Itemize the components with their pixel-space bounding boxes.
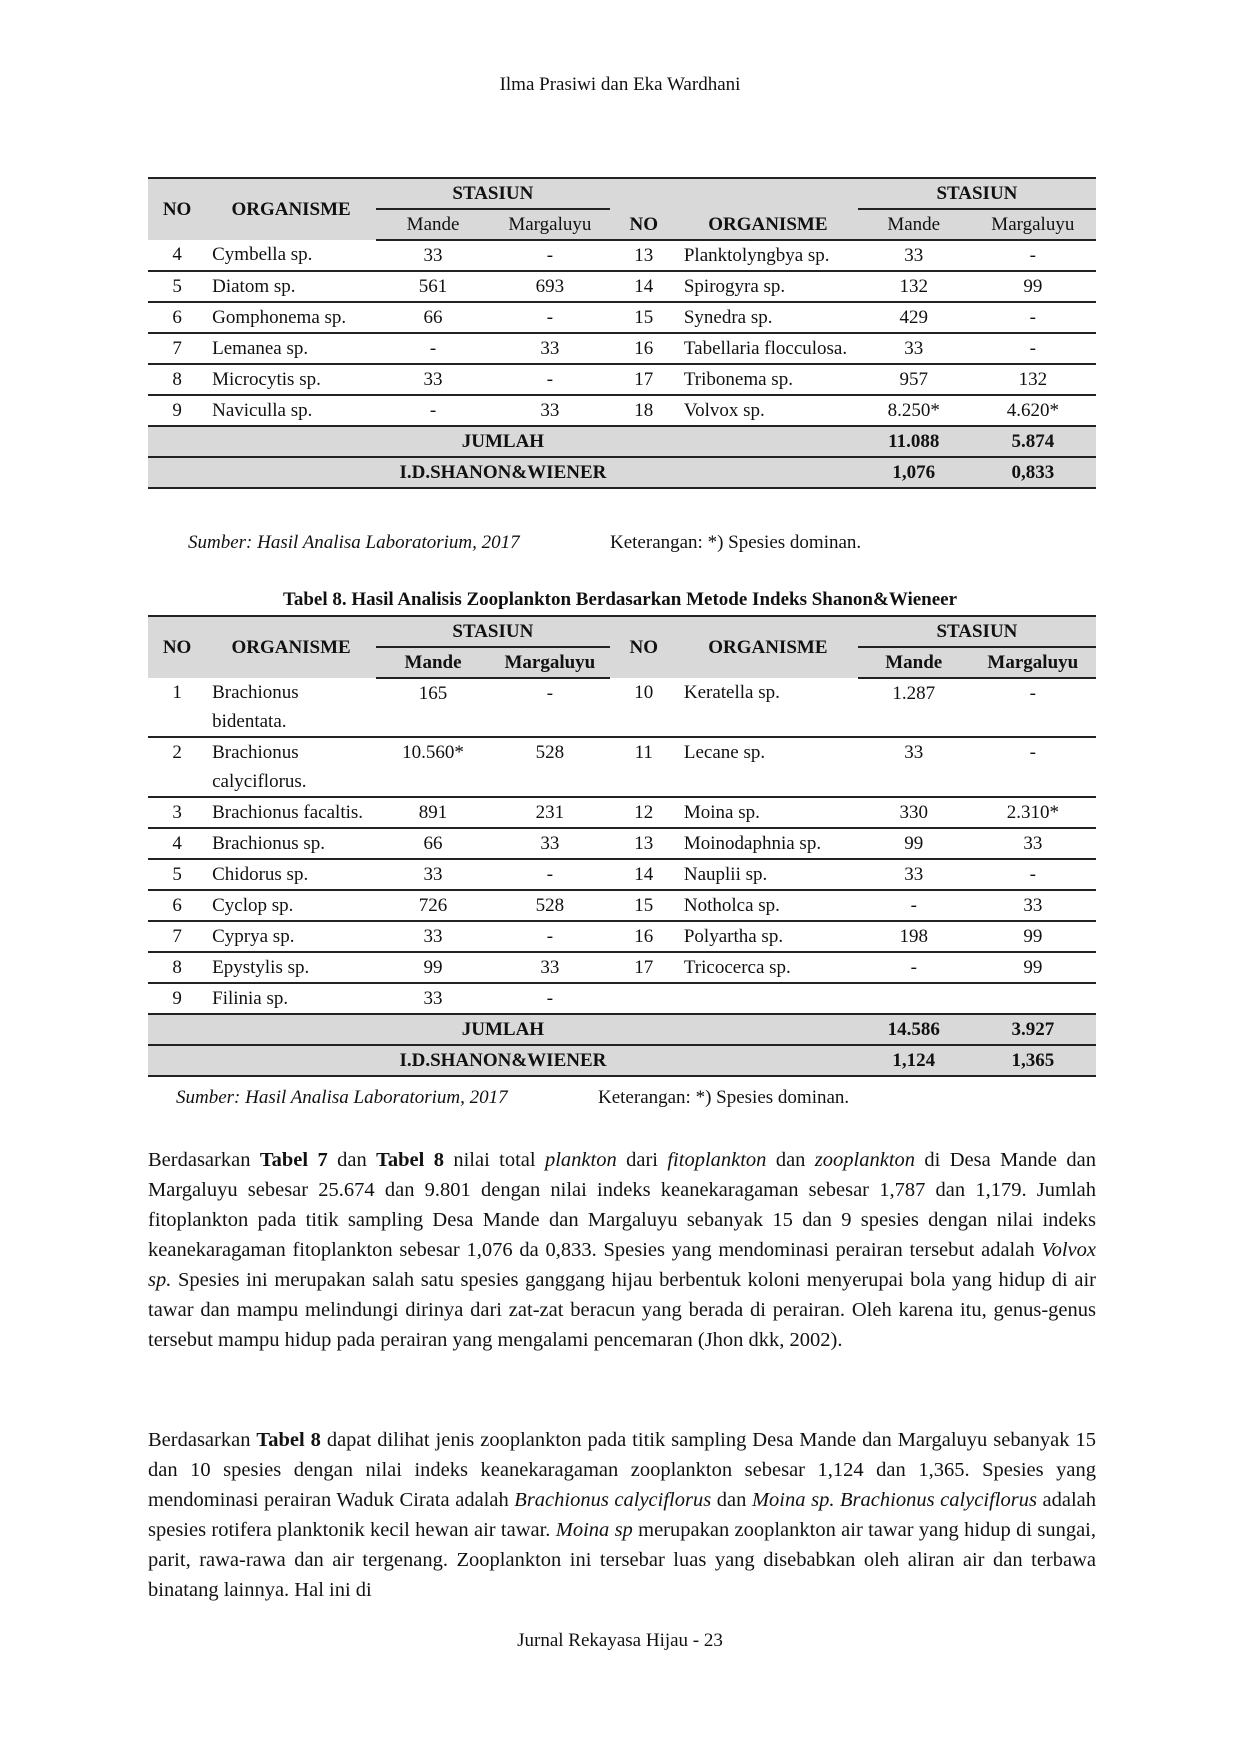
cell-mande: 8.250* [858,395,970,426]
cell-mande: - [858,952,970,983]
cell-margaluyu: 33 [490,395,610,426]
cell-margaluyu: 99 [970,952,1096,983]
cell-margaluyu: - [490,678,610,737]
cell-no: 10 [610,678,678,737]
cell-organisme: Filinia sp. [206,983,376,1014]
cell-no: 7 [148,333,206,364]
cell-mande: - [858,890,970,921]
table-row [148,859,1096,890]
table-row [148,395,1096,426]
cell-no: 18 [610,395,678,426]
cell-organisme: Tabellaria flocculosa. [678,333,858,364]
cell-organisme: Spirogyra sp. [678,271,858,302]
cell-organisme: Gomphonema sp. [206,302,376,333]
page-footer: Jurnal Rekayasa Hijau - 23 [517,1630,723,1651]
jumlah-mande: 14.586 [858,1014,970,1045]
cell-no: 14 [610,859,678,890]
cell-no: 17 [610,364,678,395]
jumlah-mande: 11.088 [858,426,970,457]
running-header: Ilma Prasiwi dan Eka Wardhani [499,74,741,95]
cell-no: 5 [148,271,206,302]
table-8-zooplankton [148,615,1096,1077]
cell-no: 15 [610,302,678,333]
cell-no: 5 [148,859,206,890]
cell-margaluyu: 4.620* [970,395,1096,426]
cell-mande: 33 [858,240,970,271]
cell-mande: 33 [858,737,970,797]
cell-organisme: Brachionus calyciflorus. [206,737,376,797]
cell-margaluyu: - [970,678,1096,737]
table-row [148,678,1096,737]
table-8-caption: Tabel 8. Hasil Analisis Zooplankton Berdasarkan Metode Indeks Shanon&Wieneer [282,589,958,610]
paragraph-2: Berdasarkan Tabel 8 dapat dilihat jenis zooplankton pada titik sampling Desa Mande dan Margaluyu sebanyak 15 dan 10 spesies dengan nilai indeks keanekaragaman zooplankton sebesar 1,124 dan 1,365. Spesies yang mendominasi perairan Waduk Cirata adalah Brachionus calyciflorus dan Moina sp. Brachionus calyciflorus adalah spesies rotifera planktonik kecil hewan air tawar. Moina sp merupakan zooplankton air tawar yang hidup di sungai, parit, rawa-rawa dan air tergenang. Zooplankton ini tersebar luas yang disebabkan oleh aliran air dan terbawa binatang lainnya. Hal ini di [148,1429,1096,1601]
index-margaluyu: 1,365 [970,1045,1096,1076]
cell-margaluyu: - [970,737,1096,797]
cell-margaluyu: - [970,302,1096,333]
index-mande: 1,124 [858,1045,970,1076]
cell-no: 8 [148,952,206,983]
cell-margaluyu: 33 [490,333,610,364]
jumlah-margaluyu: 5.874 [970,426,1096,457]
cell-mande: 33 [858,333,970,364]
cell-mande: 957 [858,364,970,395]
table-row [148,271,1096,302]
cell-mande: 66 [376,828,490,859]
cell-organisme: Moina sp. [678,797,858,828]
cell-no: 1 [148,678,206,737]
cell-mande: 891 [376,797,490,828]
cell-no: 14 [610,271,678,302]
cell-no: 16 [610,921,678,952]
header-stasiun: STASIUN [376,178,610,209]
cell-margaluyu: 33 [970,890,1096,921]
cell-no: 4 [148,828,206,859]
cell-margaluyu: 528 [490,890,610,921]
cell-margaluyu: - [490,859,610,890]
cell-mande: 198 [858,921,970,952]
index-label: I.D.SHANON&WIENER [148,457,858,488]
cell-no: 2 [148,737,206,797]
cell-organisme: Lemanea sp. [206,333,376,364]
cell-no: 8 [148,364,206,395]
cell-organisme: Moinodaphnia sp. [678,828,858,859]
cell-mande: 33 [376,983,490,1014]
table-row [148,983,1096,1014]
cell-organisme: Epystylis sp. [206,952,376,983]
cell-organisme: Tribonema sp. [678,364,858,395]
total-row [148,426,1096,457]
cell-no: 9 [148,983,206,1014]
cell-margaluyu: - [490,364,610,395]
cell-margaluyu: - [490,983,610,1014]
index-row [148,1045,1096,1076]
cell-no: 4 [148,240,206,271]
header-margaluyu: Margaluyu [490,209,610,240]
total-row [148,1014,1096,1045]
cell-margaluyu: - [490,921,610,952]
table-row [148,890,1096,921]
cell-margaluyu: 528 [490,737,610,797]
cell-organisme: Volvox sp. [678,395,858,426]
cell-no: 6 [148,890,206,921]
cell-mande: 33 [858,859,970,890]
header-margaluyu: Margaluyu [970,647,1096,678]
cell-organisme: Keratella sp. [678,678,858,737]
cell-margaluyu: 693 [490,271,610,302]
cell-no [610,983,678,1014]
table-row [148,737,1096,797]
cell-margaluyu: 132 [970,364,1096,395]
cell-mande: 165 [376,678,490,737]
cell-organisme: Cyclop sp. [206,890,376,921]
header-no: NO [610,209,678,240]
cell-organisme [678,983,858,1014]
header-stasiun: STASIUN [376,616,610,647]
cell-mande: 33 [376,364,490,395]
table-row [148,797,1096,828]
note-text: Keterangan: *) Spesies dominan. [610,532,862,553]
jumlah-label: JUMLAH [148,426,858,457]
header-mande: Mande [858,647,970,678]
cell-margaluyu: 231 [490,797,610,828]
cell-no: 11 [610,737,678,797]
cell-margaluyu: 99 [970,921,1096,952]
cell-mande: 561 [376,271,490,302]
cell-organisme: Lecane sp. [678,737,858,797]
header-organisme: ORGANISME [206,178,376,240]
table-7-source [188,532,520,554]
header-mande: Mande [376,647,490,678]
cell-mande: 1.287 [858,678,970,737]
cell-mande: 33 [376,921,490,952]
cell-organisme: Notholca sp. [678,890,858,921]
cell-no: 7 [148,921,206,952]
header-organisme: ORGANISME [678,616,858,678]
cell-no: 6 [148,302,206,333]
cell-margaluyu: - [490,240,610,271]
cell-mande: 10.560* [376,737,490,797]
table-row [148,240,1096,271]
cell-mande: - [376,333,490,364]
table-7-note [610,532,861,554]
header-mande: Mande [376,209,490,240]
cell-organisme: Naviculla sp. [206,395,376,426]
table-8-note [598,1087,849,1109]
cell-margaluyu: 33 [490,828,610,859]
cell-no: 13 [610,240,678,271]
cell-no: 9 [148,395,206,426]
cell-margaluyu: - [970,333,1096,364]
index-row [148,457,1096,488]
cell-margaluyu: 33 [970,828,1096,859]
cell-margaluyu: - [490,302,610,333]
header-organisme: ORGANISME [678,209,858,240]
cell-no: 12 [610,797,678,828]
source-text: Sumber: Hasil Analisa Laboratorium, 2017 [188,532,520,553]
cell-margaluyu: 99 [970,271,1096,302]
header-no: NO [610,616,678,678]
index-margaluyu: 0,833 [970,457,1096,488]
cell-mande: 429 [858,302,970,333]
header-mande: Mande [858,209,970,240]
cell-organisme: Polyartha sp. [678,921,858,952]
table-7-phytoplankton [148,177,1096,489]
cell-mande: 330 [858,797,970,828]
cell-margaluyu: 33 [490,952,610,983]
cell-organisme: Nauplii sp. [678,859,858,890]
table-row [148,952,1096,983]
cell-mande: 99 [858,828,970,859]
cell-organisme: Chidorus sp. [206,859,376,890]
cell-mande: 33 [376,240,490,271]
cell-margaluyu [970,983,1096,1014]
cell-organisme: Synedra sp. [678,302,858,333]
source-text: Sumber: Hasil Analisa Laboratorium, 2017 [176,1087,508,1108]
cell-no: 15 [610,890,678,921]
cell-mande [858,983,970,1014]
header-stasiun: STASIUN [858,178,1096,209]
cell-organisme: Diatom sp. [206,271,376,302]
cell-organisme: Planktolyngbya sp. [678,240,858,271]
cell-margaluyu: 2.310* [970,797,1096,828]
paragraph-1: Berdasarkan Tabel 7 dan Tabel 8 nilai total plankton dari fitoplankton dan zooplankton di Desa Mande dan Margaluyu sebesar 25.674 dan 9.801 dengan nilai indeks keanekaragaman sebesar 1,787 dan 1,179. Jumlah fitoplankton pada titik sampling Desa Mande dan Margaluyu sebanyak 15 dan 9 spesies dengan nilai indeks keanekaragaman fitoplankton sebesar 1,076 da 0,833. Spesies yang mendominasi perairan tersebut adalah Volvox sp. Spesies ini merupakan salah satu spesies ganggang hijau berbentuk koloni menyerupai bola yang hidup di air tawar dan mampu melindungi dirinya dari zat-zat beracun yang berada di perairan. Oleh karena itu, genus-genus tersebut mampu hidup pada perairan yang mengalami pencemaran (Jhon dkk, 2002). [148,1149,1096,1351]
cell-organisme: Brachionus sp. [206,828,376,859]
cell-organisme: Brachionus facaltis. [206,797,376,828]
cell-mande: 132 [858,271,970,302]
cell-mande: - [376,395,490,426]
note-text: Keterangan: *) Spesies dominan. [598,1087,850,1108]
cell-no: 17 [610,952,678,983]
header-no: NO [148,178,206,240]
jumlah-label: JUMLAH [148,1014,858,1045]
cell-mande: 726 [376,890,490,921]
table-row [148,364,1096,395]
cell-no: 16 [610,333,678,364]
cell-mande: 33 [376,859,490,890]
cell-no: 3 [148,797,206,828]
header-organisme: ORGANISME [206,616,376,678]
cell-no: 13 [610,828,678,859]
cell-margaluyu: - [970,240,1096,271]
cell-organisme: Microcytis sp. [206,364,376,395]
table-row [148,302,1096,333]
table-row [148,828,1096,859]
header-stasiun: STASIUN [858,616,1096,647]
jumlah-margaluyu: 3.927 [970,1014,1096,1045]
table-8-source [176,1087,508,1109]
table-row [148,333,1096,364]
header-margaluyu: Margaluyu [490,647,610,678]
header-margaluyu: Margaluyu [970,209,1096,240]
cell-organisme: Brachionus bidentata. [206,678,376,737]
cell-mande: 66 [376,302,490,333]
cell-organisme: Cymbella sp. [206,240,376,271]
cell-organisme: Cyprya sp. [206,921,376,952]
cell-margaluyu: - [970,859,1096,890]
cell-mande: 99 [376,952,490,983]
index-mande: 1,076 [858,457,970,488]
table-row [148,921,1096,952]
cell-organisme: Tricocerca sp. [678,952,858,983]
index-label: I.D.SHANON&WIENER [148,1045,858,1076]
header-no: NO [148,616,206,678]
